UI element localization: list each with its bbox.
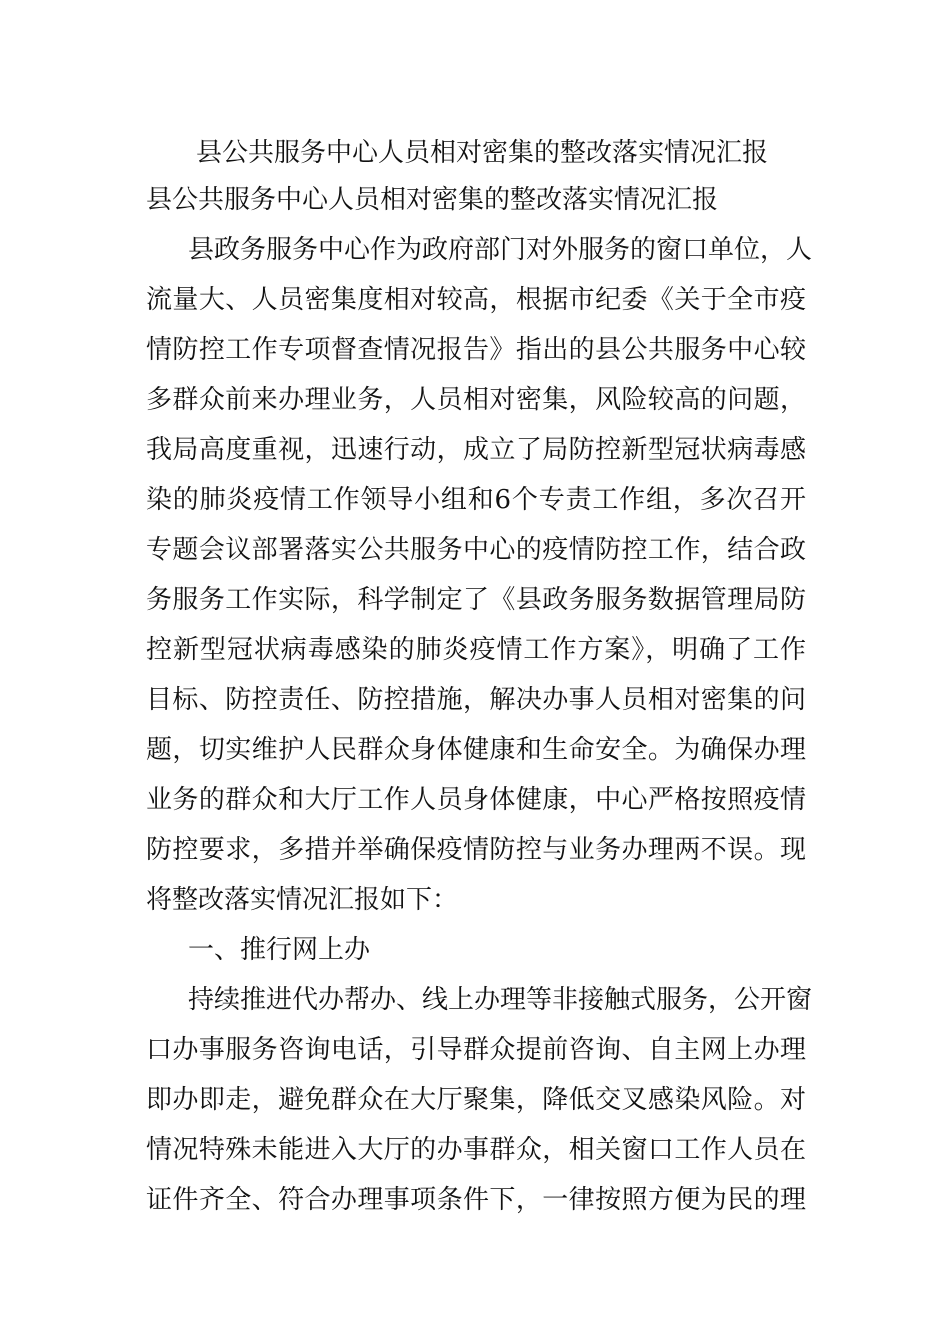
text-line: 防控要求，多措并举确保疫情防控与业务办理两不误。现 (146, 835, 806, 865)
text-line: 即办即走，避免群众在大厅聚集，降低交叉感染风险。对 (146, 1085, 806, 1115)
text-line: 业务的群众和大厅工作人员身体健康，中心严格按照疫情 (146, 785, 806, 815)
text-line: 口办事服务咨询电话，引导群众提前咨询、自主网上办理 (146, 1035, 806, 1065)
text-line: 流量大、人员密集度相对较高，根据市纪委《关于全市疫 (146, 285, 806, 315)
document-title: 县公共服务中心人员相对密集的整改落实情况汇报 (196, 138, 769, 168)
text-line: 染的肺炎疫情工作领导小组和6个专责工作组，多次召开 (146, 485, 806, 515)
text-line: 将整改落实情况汇报如下： (146, 885, 459, 915)
text-line: 情况特殊未能进入大厅的办事群众，相关窗口工作人员在 (146, 1135, 806, 1165)
text-line: 专题会议部署落实公共服务中心的疫情防控工作，结合政 (146, 535, 806, 565)
text-line: 控新型冠状病毒感染的肺炎疫情工作方案》，明确了工作 (146, 635, 806, 665)
section-heading: 一、推行网上办 (188, 935, 371, 965)
document-subtitle: 县公共服务中心人员相对密集的整改落实情况汇报 (146, 185, 719, 215)
text-line: 县政务服务中心作为政府部门对外服务的窗口单位，人 (188, 235, 813, 265)
text-line: 目标、防控责任、防控措施，解决办事人员相对密集的问 (146, 685, 806, 715)
text-line: 多群众前来办理业务，人员相对密集，风险较高的问题， (146, 385, 806, 415)
text-line: 题，切实维护人民群众身体健康和生命安全。为确保办理 (146, 735, 806, 765)
text-line: 证件齐全、符合办理事项条件下，一律按照方便为民的理 (146, 1185, 806, 1215)
text-line: 务服务工作实际，科学制定了《县政务服务数据管理局防 (146, 585, 806, 615)
text-line: 情防控工作专项督查情况报告》指出的县公共服务中心较 (146, 335, 806, 365)
text-line: 我局高度重视，迅速行动，成立了局防控新型冠状病毒感 (146, 435, 806, 465)
text-line: 持续推进代办帮办、线上办理等非接触式服务，公开窗 (188, 985, 813, 1015)
